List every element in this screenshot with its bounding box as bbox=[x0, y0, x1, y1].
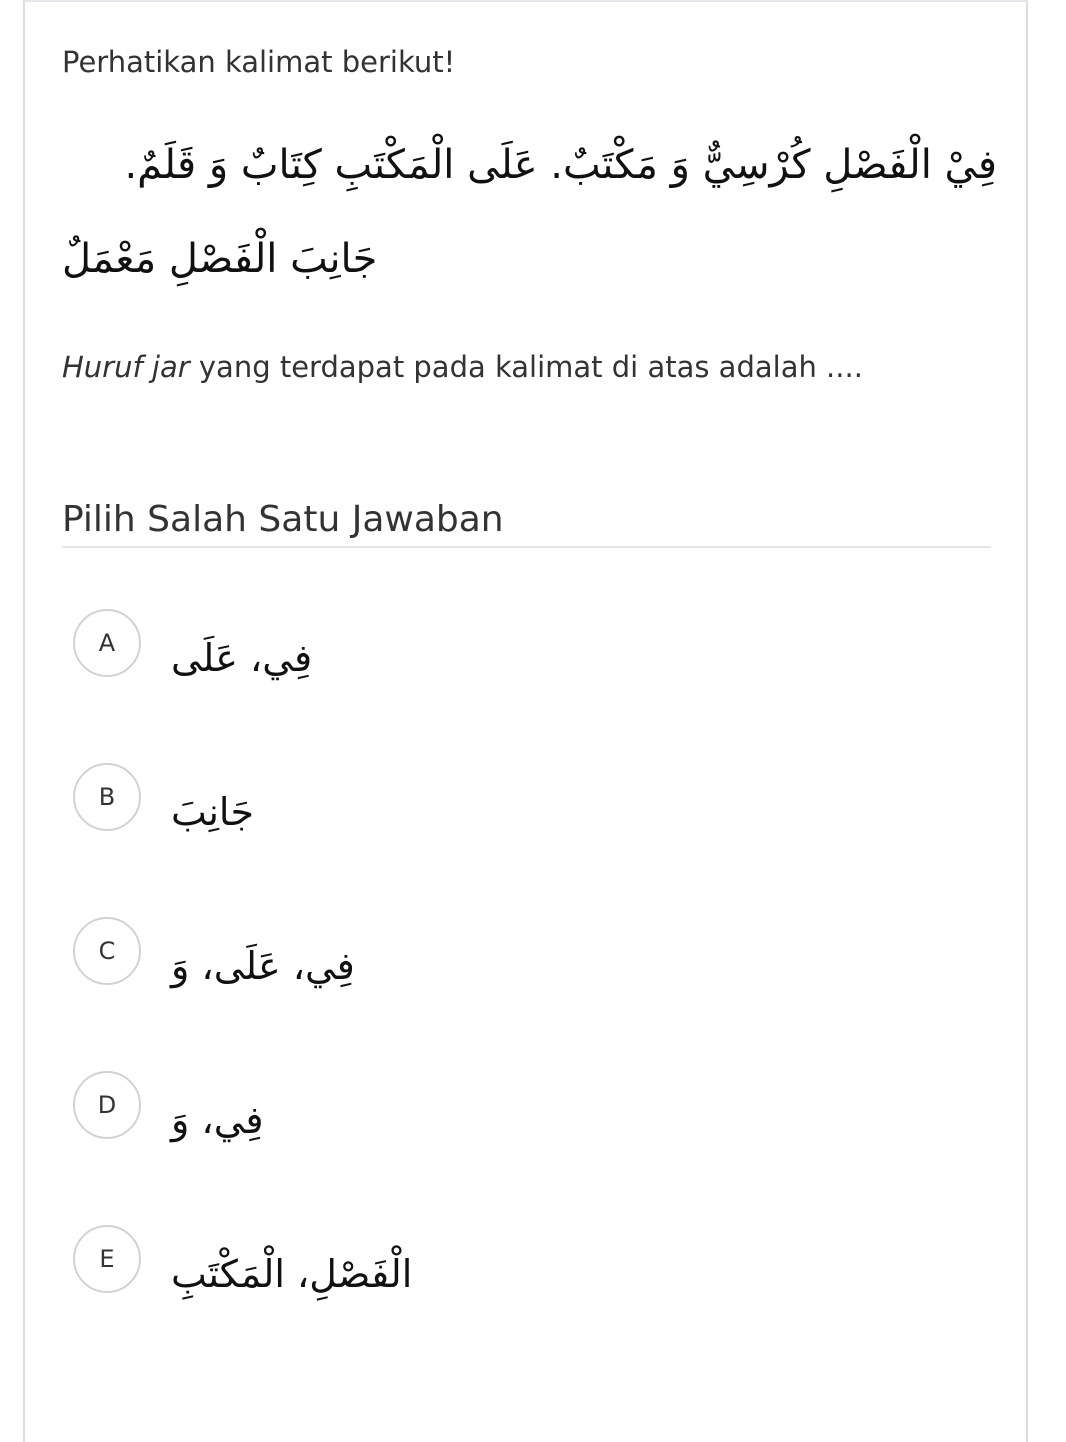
option-text: الْفَصْلِ، الْمَكْتَبِ bbox=[171, 1252, 413, 1296]
arabic-line-1: فِيْ الْفَصْلِ كُرْسِيٌّ وَ مَكْتَبٌ. عَلَى الْمَكْتَبِ كِتَابٌ وَ قَلَمٌ. bbox=[124, 142, 997, 188]
question-intro: Perhatikan kalimat berikut! bbox=[62, 45, 456, 79]
option-text: فِي، عَلَى bbox=[171, 636, 313, 680]
option-b[interactable] bbox=[73, 763, 973, 843]
option-c[interactable] bbox=[73, 917, 973, 997]
option-letter: B bbox=[73, 763, 141, 831]
option-text: فِي، عَلَى، وَ bbox=[171, 944, 355, 988]
option-e[interactable] bbox=[73, 1225, 973, 1305]
option-letter: D bbox=[73, 1071, 141, 1139]
question-prompt-italic: Huruf jar bbox=[62, 350, 190, 384]
option-letter: E bbox=[73, 1225, 141, 1293]
arabic-passage bbox=[62, 118, 997, 306]
option-d[interactable] bbox=[73, 1071, 973, 1151]
option-letter: C bbox=[73, 917, 141, 985]
section-divider bbox=[62, 546, 991, 548]
option-text: فِي، وَ bbox=[171, 1098, 264, 1142]
option-text: جَانِبَ bbox=[171, 790, 254, 834]
question-prompt bbox=[62, 346, 863, 388]
arabic-line-2: جَانِبَ الْفَصْلِ مَعْمَلٌ bbox=[62, 236, 378, 282]
question-prompt-rest: yang terdapat pada kalimat di atas adalah .... bbox=[189, 350, 863, 384]
option-a[interactable] bbox=[73, 609, 973, 689]
answer-section-title: Pilih Salah Satu Jawaban bbox=[62, 499, 504, 540]
option-letter: A bbox=[73, 609, 141, 677]
